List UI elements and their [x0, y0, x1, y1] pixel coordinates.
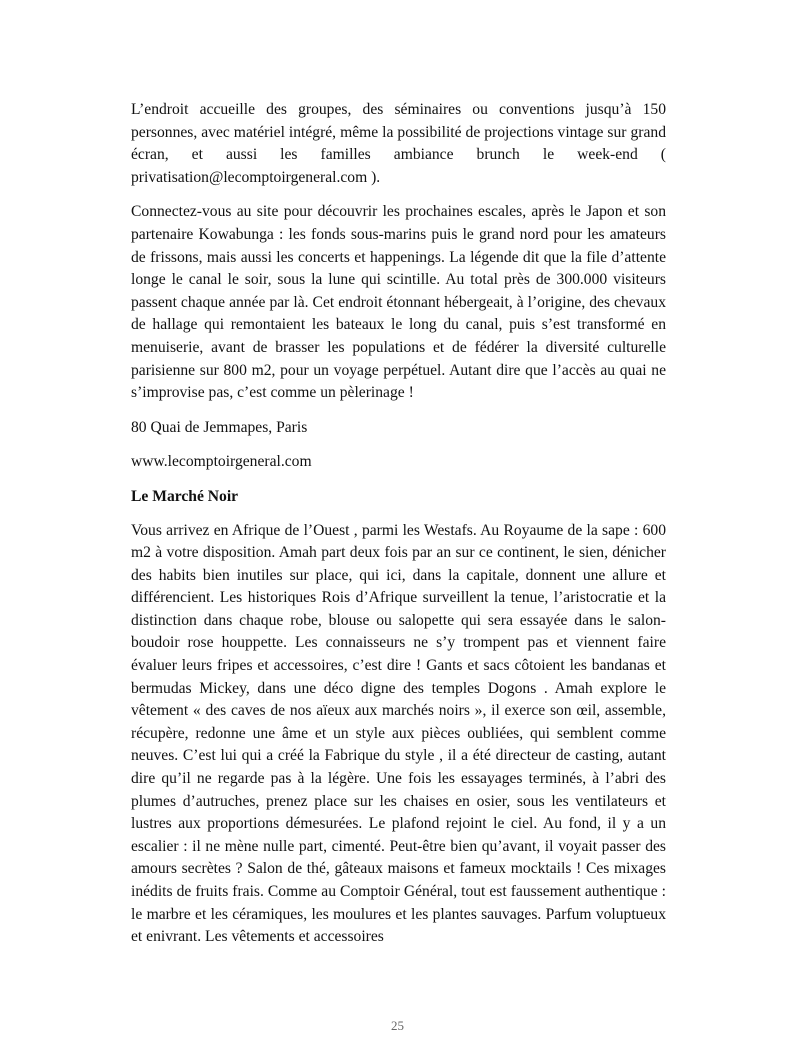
website-line: www.lecomptoirgeneral.com: [131, 453, 312, 471]
page-number: 25: [391, 1018, 404, 1033]
paragraph-venue-groups: L’endroit accueille des groupes, des séminaires ou conventions jusqu’à 150 personnes, avec matériel intégré, même la possibilité de projections vintage sur grand écran, et aussi les familles ambiance brunch le week-end ( privatisation@lecomptoirgeneral.com ).: [131, 101, 666, 186]
paragraph-marche-noir: Vous arrivez en Afrique de l’Ouest , parmi les Westafs. Au Royaume de la sape : 600 m2 à votre disposition. Amah part deux fois par an sur ce continent, le sien, dénicher des habits bien inutiles sur place, qui ici, dans la capitale, donnent une allure et différencient. Les historiques Rois d’Afrique surveillent la tenue, l’aristocratie et la distinction dans chaque robe, blouse ou salopette qui sera essayée dans le salon-boudoir rose houppette. Les connaisseurs ne s’y trompent pas et viennent faire évaluer leurs fripes et accessoires, c’est dire ! Gants et sacs côtoient les bandanas et bermudas Mickey, dans une déco digne des temples Dogons . Amah explore le vêtement « des caves de nos aïeux aux marchés noirs », il exerce son œil, assemble, récupère, redonne une âme et un style aux pièces oubliées, qui semblent comme neuves. C’est lui qui a créé la Fabrique du style , il a été directeur de casting, autant dire qu’il ne regarde pas à la légère. Une fois les essayages terminés, à l’abri des plumes d’autruches, prenez place sur les chaises en osier, sous les ventilateurs et lustres aux proportions démesurées. Le plafond rejoint le ciel. Au fond, il y a un escalier : il ne mène nulle part, cimenté. Peut-être bien qu’avant, il voyait passer des amours secrètes ? Salon de thé, gâteaux maisons et fameux mocktails ! Ces mixages inédits de fruits frais. Comme au Comptoir Général, tout est faussement authentique : le marbre et les céramiques, les moulures et les plantes sauvages. Parfum voluptueux et enivrant. Les vêtements et accessoires: [131, 521, 666, 946]
document-page: [131, 99, 666, 961]
paragraph-escales: Connectez-vous au site pour découvrir les prochaines escales, après le Japon et son partenaire Kowabunga : les fonds sous-marins puis le grand nord pour les amateurs de frissons, mais aussi les concerts et happenings. La légende dit que la file d’attente longe le canal le soir, sous la lune qui scintille. Au total près de 300.000 visiteurs passent chaque année par là. Cet endroit étonnant hébergeait, à l’origine, des chevaux de hallage qui remontaient les bateaux le long du canal, puis s’est transformé en menuiserie, avant de brasser les populations et de fédérer la diversité culturelle parisienne sur 800 m2, pour un voyage perpétuel. Autant dire que l’accès au quai ne s’improvise pas, c’est comme un pèlerinage !: [131, 203, 666, 402]
address-line: 80 Quai de Jemmapes, Paris: [131, 418, 308, 436]
section-heading: Le Marché Noir: [131, 487, 239, 505]
